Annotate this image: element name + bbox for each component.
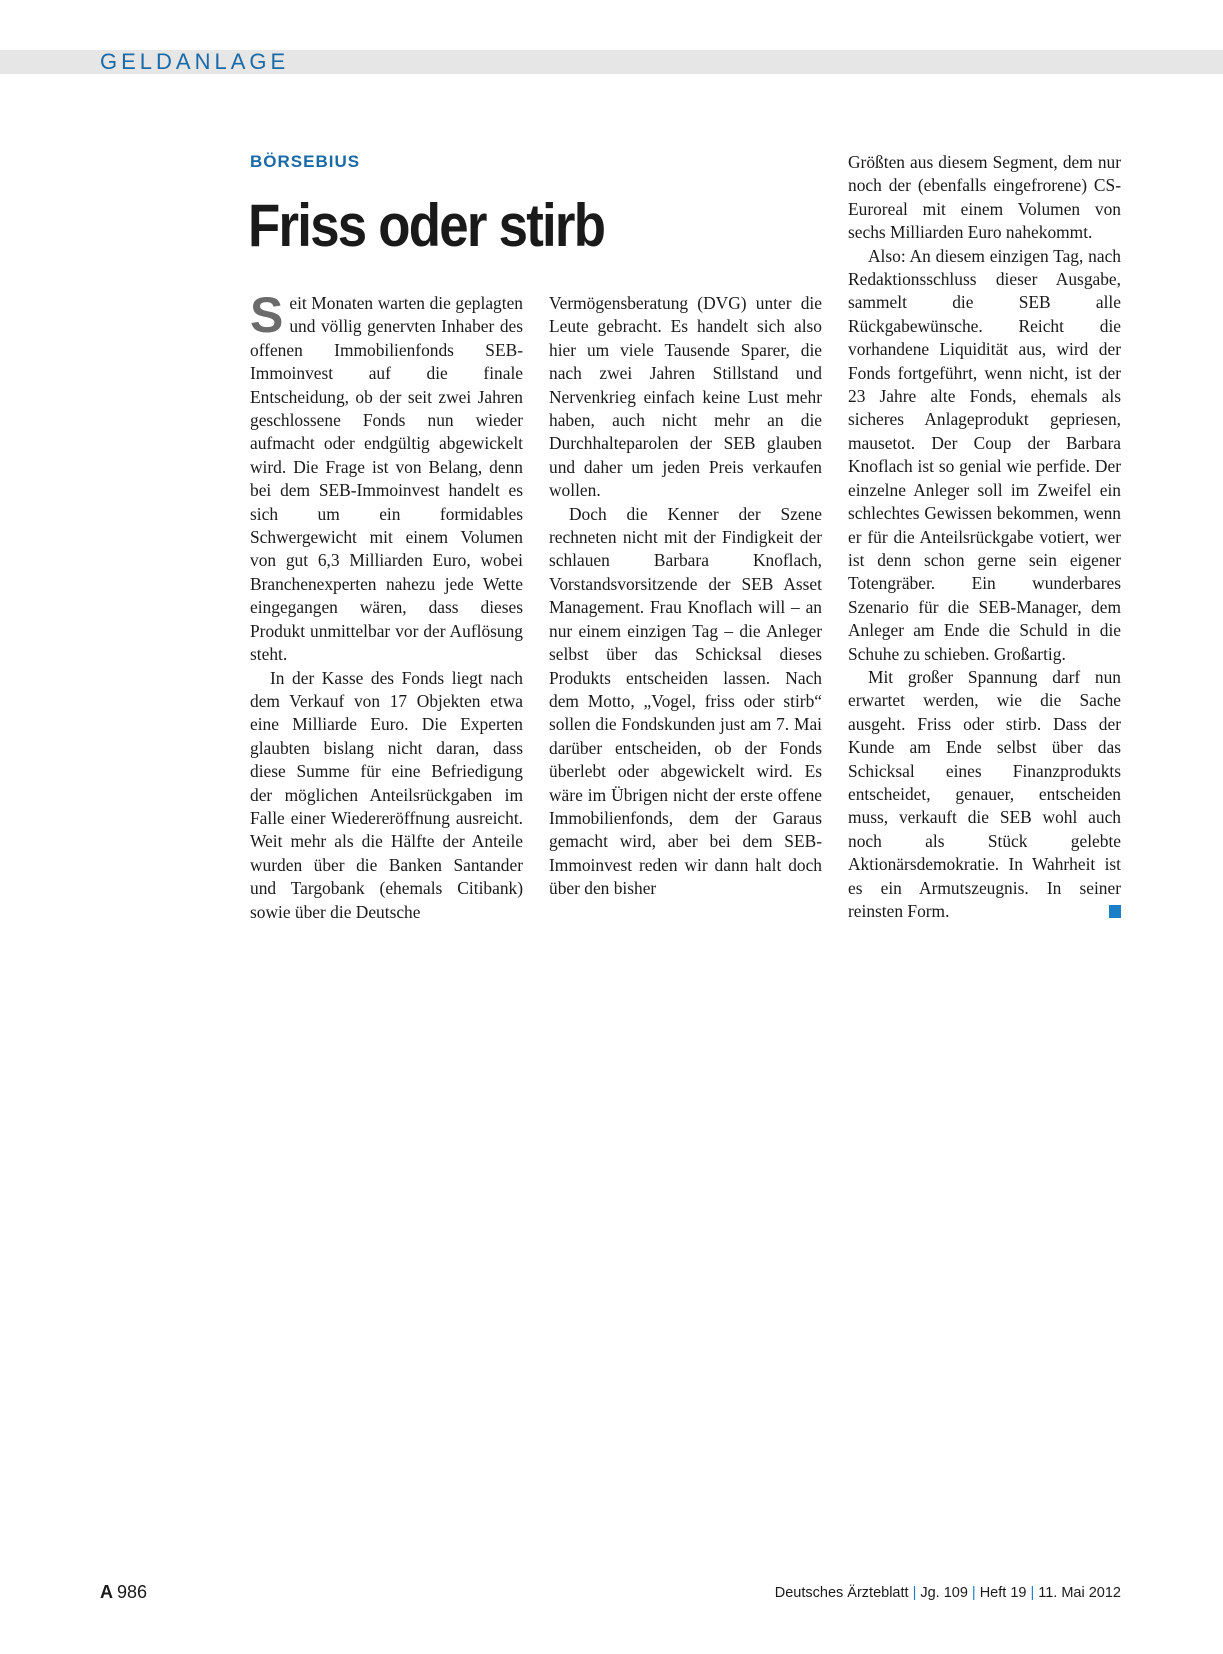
paragraph: Vermögensberatung (DVG) unter die Leute gebracht. Es handelt sich also hier um viele Tausende Sparer, die nach zwei Jahren Stillstand und Nervenkrieg einfach keine Lust mehr haben, auch nicht mehr an die Durchhalteparolen der SEB glauben und daher um jeden Preis verkaufen wollen.: [549, 293, 822, 501]
article-title: Friss oder stirb: [248, 192, 605, 259]
issue: Heft 19: [979, 1585, 1027, 1601]
end-of-article-icon: [1109, 905, 1121, 918]
paragraph: Größten aus diesem Segment, dem nur noch der (ebenfalls eingefrorene) CS-Euroreal mit einem Volumen von sechs Milliarden Euro nahekommt.: [848, 152, 1121, 243]
date: 11. Mai 2012: [1038, 1585, 1121, 1601]
paragraph: In der Kasse des Fonds liegt nach dem Verkauf von 17 Objekten etwa eine Milliarde Euro. Die Experten glaubten bislang nicht daran, dass diese Summe für eine Befriedigung der möglichen Anteilsrückgaben im Falle einer Wiedereröffnung ausreicht. Weit mehr als die Hälfte der Anteile wurden über die Banken Santander und Targobank (ehemals Citibank) sowie über die Deutsche: [250, 667, 523, 922]
page-prefix: A: [100, 1582, 113, 1602]
paragraph-text: Mit großer Spannung darf nun erwartet werden, wie die Sache ausgeht. Friss oder stirb. Dass der Kunde am Ende selbst über das Schicksal eines Finanzprodukts entscheidet, genauer, entscheiden muss, verkauft die SEB wohl auch noch als Stück gelebte Aktionärsdemokratie. In Wahrheit ist es ein Armutszeugnis. In seiner reinsten Form.: [848, 666, 1121, 921]
page-number: [100, 1582, 147, 1603]
drop-cap: S: [250, 287, 284, 343]
volume: Jg. 109: [920, 1585, 968, 1601]
page-number-value: 986: [117, 1582, 148, 1602]
paragraph: [250, 287, 523, 667]
article-kicker: BÖRSEBIUS: [250, 152, 361, 171]
section-label: GELDANLAGE: [100, 49, 290, 74]
journal-name: Deutsches Ärzteblatt: [774, 1585, 909, 1601]
separator: |: [912, 1585, 917, 1601]
article-column-2: [549, 292, 822, 901]
paragraph: [848, 666, 1121, 923]
separator: |: [971, 1585, 976, 1601]
paragraph: Also: An diesem einzigen Tag, nach Redaktionsschluss dieser Ausgabe, sammelt die SEB alle Rückgabewünsche. Reicht die vorhandene Liquidität aus, wird der Fonds fortgeführt, wenn nicht, ist der 23 Jahre alte Fonds, ehemals als sicheres Anlageprodukt gepriesen, mausetot. Der Coup der Barbara Knoflach ist so genial wie perfide. Der einzelne Anleger soll im Zweifel ein schlechtes Gewissen bekommen, wenn er für die Anteilsrückgabe votiert, wer ist denn schon gerne sein eigener Totengräber. Ein wunderbares Szenario für die SEB-Manager, dem Anleger am Ende die Schuld in die Schuhe zu schieben. Großartig.: [848, 245, 1121, 664]
article-column-3: [848, 151, 1121, 923]
paragraph: Doch die Kenner der Szene rechneten nicht mit der Findigkeit der schlauen Barbara Knoflach, Vorstandsvorsitzende der SEB Asset Management. Frau Knoflach will – an nur einem einzigen Tag – die Anleger selbst über das Schicksal dieses Produkts entscheiden lassen. Nach dem Motto, „Vogel, friss oder stirb“ sollen die Fondskunden just am 7. Mai darüber entscheiden, ob der Fonds überlebt oder abgewickelt wird. Es wäre im Übrigen nicht der erste offene Immobilienfonds, dem der Garaus gemacht wird, aber bei dem SEB-Immoinvest reden wir dann halt doch über den bisher: [549, 503, 822, 899]
paragraph-text: eit Monaten warten die geplagten und völlig genervten Inhaber des offenen Immobilienfonds SEB-Immoinvest auf die finale Entscheidung, ob der seit zwei Jahren geschlossene Fonds nun wieder aufmacht oder endgültig abgewickelt wird. Die Frage ist von Belang, denn bei dem SEB-Immoinvest handelt es sich um ein formidables Schwergewicht mit einem Volumen von gut 6,3 Milliarden Euro, wobei Branchenexperten nahezu jede Wette eingegangen wären, dass dieses Produkt unmittelbar vor der Auflösung steht.: [250, 293, 523, 665]
article-column-1: [250, 287, 523, 924]
separator: |: [1030, 1585, 1035, 1601]
publication-info: [775, 1585, 1121, 1601]
